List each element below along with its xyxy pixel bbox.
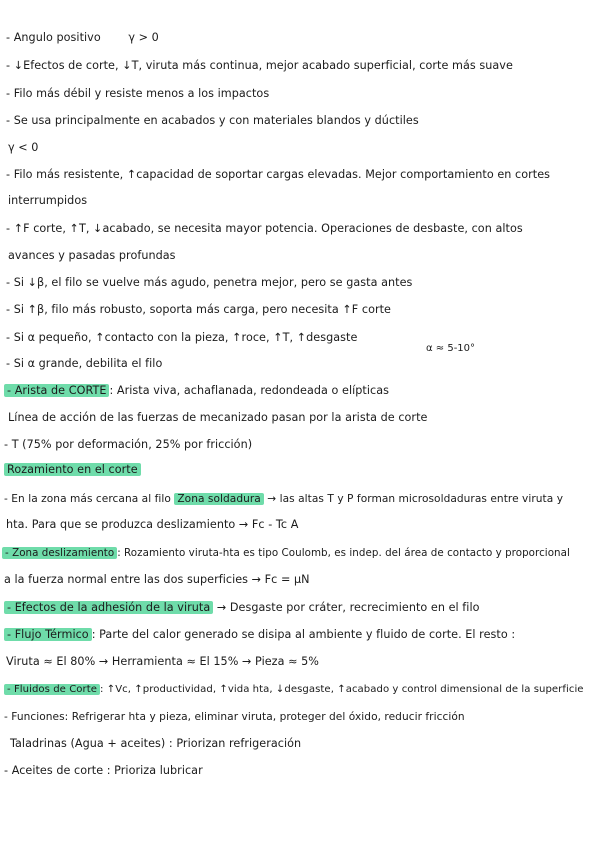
note-line: [6, 31, 159, 45]
note-line: - Funciones: Refrigerar hta y pieza, eliminar viruta, proteger del óxido, reducir fricción: [4, 711, 465, 723]
note-line: - Si ↓β, el filo se vuelve más agudo, penetra mejor, pero se gasta antes: [6, 276, 413, 289]
note-line: [4, 601, 480, 615]
note-line: a la fuerza normal entre las dos superficies → Fc = μN: [4, 573, 310, 586]
note-line: - Si α grande, debilita el filo: [6, 357, 163, 370]
note-line: γ < 0: [8, 141, 39, 154]
note-line: [4, 492, 563, 506]
note-line: Viruta ≈ El 80% → Herramienta ≈ El 15% → Pieza ≈ 5%: [6, 655, 319, 668]
highlighted-heading: - Efectos de la adhesión de la viruta: [4, 601, 213, 614]
note-line: [2, 546, 570, 560]
highlighted-heading: Rozamiento en el corte: [4, 463, 141, 476]
highlighted-heading: - Flujo Térmico: [4, 628, 92, 641]
note-text: → Desgaste por cráter, recrecimiento en el filo: [216, 601, 480, 614]
note-line: - Se usa principalmente en acabados y con materiales blandos y dúctiles: [6, 114, 419, 127]
note-text: : Arista viva, achaflanada, redondeada o elípticas: [109, 384, 390, 397]
note-text: → las altas T y P forman microsoldaduras entre viruta y: [267, 493, 564, 505]
note-text: : Parte del calor generado se disipa al ambiente y fluido de corte. El resto :: [91, 628, 516, 641]
note-line: Taladrinas (Agua + aceites) : Priorizan refrigeración: [10, 737, 302, 750]
note-text: : Rozamiento viruta-hta es tipo Coulomb, es indep. del área de contacto y proporcional: [117, 547, 570, 559]
note-line: [4, 683, 584, 697]
side-note: α ≈ 5-10°: [426, 343, 476, 354]
note-line: [4, 463, 141, 477]
note-line: - T (75% por deformación, 25% por fricción): [4, 438, 253, 451]
note-line: interrumpidos: [8, 194, 88, 207]
note-line: [4, 384, 389, 398]
note-text: γ > 0: [128, 31, 159, 44]
note-text: : ↑Vc, ↑productividad, ↑vida hta, ↓desgaste, ↑acabado y control dimensional de la superficie: [99, 684, 584, 695]
highlighted-heading: - Arista de CORTE: [4, 384, 109, 397]
note-line: hta. Para que se produzca deslizamiento → Fc - Tc A: [6, 518, 299, 531]
note-line: [4, 628, 515, 642]
note-line: - Si ↑β, filo más robusto, soporta más carga, pero necesita ↑F corte: [6, 303, 391, 316]
highlighted-heading: - Fluidos de Corte: [4, 684, 100, 695]
note-line: - ↓Efectos de corte, ↓T, viruta más continua, mejor acabado superficial, corte más suave: [6, 59, 513, 72]
highlighted-term: Zona soldadura: [174, 493, 263, 505]
note-text: - En la zona más cercana al filo: [4, 493, 171, 505]
note-line: - Si α pequeño, ↑contacto con la pieza, ↑roce, ↑T, ↑desgaste: [6, 331, 358, 344]
note-line: avances y pasadas profundas: [8, 249, 176, 262]
highlighted-heading: - Zona deslizamiento: [2, 547, 117, 559]
note-line: Línea de acción de las fuerzas de mecanizado pasan por la arista de corte: [8, 411, 428, 424]
note-line: - Aceites de corte : Prioriza lubricar: [4, 764, 203, 777]
note-line: - Filo más débil y resiste menos a los impactos: [6, 87, 270, 100]
note-text: - Angulo positivo: [6, 31, 101, 44]
note-line: - Filo más resistente, ↑capacidad de soportar cargas elevadas. Mejor comportamiento en cortes: [6, 168, 551, 181]
note-line: - ↑F corte, ↑T, ↓acabado, se necesita mayor potencia. Operaciones de desbaste, con altos: [6, 222, 523, 235]
